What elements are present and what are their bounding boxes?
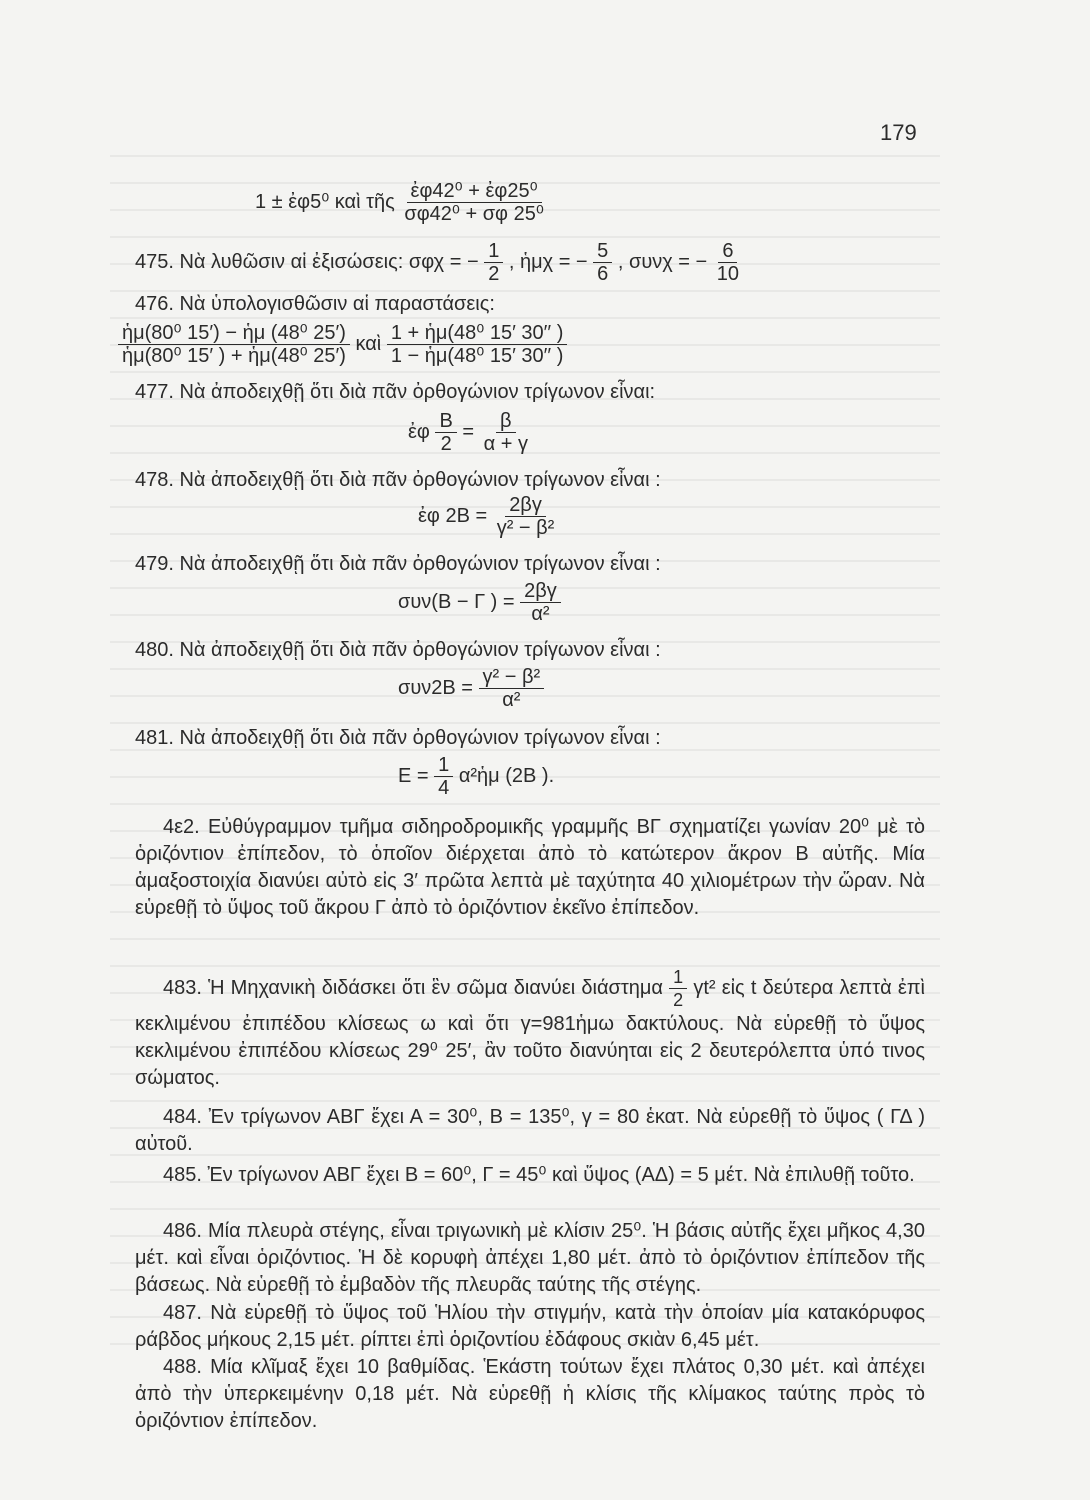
exercise-486: 486. Μία πλευρὰ στέγης, εἶναι τριγωνικὴ μὲ κλίσιν 25⁰. Ἡ βάσις αὐτῆς ἔχει μῆκος 4,30 μέτ. καὶ εἶναι ὁριζόντιος. Ἡ δὲ κορυφὴ ἀπέχει 1,80 μέτ. ἀπὸ τὸ ὁριζόντιον ἐπίπεδον τῆς βάσεως. Νὰ εὑρεθῇ τὸ ἐμβαδὸν τῆς πλευρᾶς ταύτης τῆς στέγης. (135, 1220, 925, 1296)
fraction: $\frac{\text{ἐφ42⁰ + ἐφ25⁰}}{\text{σφ42⁰ + σφ 25⁰}}$ (404, 180, 544, 225)
exercise-478-formula: ἐφ 2B = $\frac{2\beta\gamma}{\text{γ² − β²}}$ (418, 494, 555, 539)
exercise-488: 488. Μία κλῖμαξ ἔχει 10 βαθμίδας. Ἑκάστη τούτων ἔχει πλάτος 0,30 μέτ. καὶ ἀπέχει ἀπὸ τὴν ὑπερκειμένην 0,18 μέτ. Νὰ εὑρεθῇ ἡ κλίσις τῆς κλίμακος ταύτης πρὸς τὸ ὁριζόντιον ἐπίπεδον. (135, 1356, 925, 1432)
exercise-483: 483. Ἡ Μηχανικὴ διδάσκει ὅτι ἓν σῶμα διανύει διάστημα $\frac{1}{2}$ γt² εἰς t δεύτερα λεπτὰ ἐπὶ κεκλιμένου ἐπιπέδου κλίσεως ω καὶ ὅτι γ=981ἡμω δακτύλους. Νὰ εὑρεθῇ τὸ ὕψος κεκλιμένου ἐπιπέδου κλίσεως 29⁰ 25′, ἂν τοῦτο διανύηται εἰς 2 δευτερόλεπτα ὑπό τινος σώματος. (135, 967, 925, 1089)
exercise-475: 475. Νὰ λυθῶσιν αἱ ἐξισώσεις: σφχ = − $\frac{1}{2}$ , ἡμχ = − $\frac{5}{6}$ , συνχ = − $\frac{6}{10}$ (135, 240, 740, 285)
exercise-476-formulas: $\frac{\text{ἡμ(80⁰ 15′) − ἡμ (48⁰ 25′)}}{\text{ἡμ(80⁰ 15′ ) + ἡμ(48⁰ 25′)}}$ καὶ $\frac{\text{1 + ἡμ(48⁰ 15′ 30′′ )}}{\text{1 − ἡμ(48⁰ 15′ 30′′ )}}$ (118, 322, 567, 367)
exercise-487: 487. Νὰ εὑρεθῇ τὸ ὕψος τοῦ Ἡλίου τὴν στιγμήν, κατὰ τὴν ὁποίαν μία κατακόρυφος ράβδος μήκους 2,15 μέτ. ρίπτει ἐπὶ ὁριζοντίου ἐδάφους σκιὰν 6,45 μέτ. (135, 1302, 925, 1351)
formula-line-1 (255, 180, 548, 225)
exercise-481: 481. Νὰ ἀποδειχθῇ ὅτι διὰ πᾶν ὀρθογώνιον τρίγωνον εἶναι : (135, 727, 661, 749)
exercise-478: 478. Νὰ ἀποδειχθῇ ὅτι διὰ πᾶν ὀρθογώνιον τρίγωνον εἶναι : (135, 469, 661, 491)
formula-text: 1 ± ἐφ5⁰ καὶ τῆς (255, 190, 395, 213)
exercise-477: 477. Νὰ ἀποδειχθῇ ὅτι διὰ πᾶν ὀρθογώνιον τρίγωνον εἶναι: (135, 381, 656, 403)
exercise-479: 479. Νὰ ἀποδειχθῇ ὅτι διὰ πᾶν ὀρθογώνιον τρίγωνον εἶναι : (135, 553, 661, 575)
exercise-482: 4ε2. Εὐθύγραμμον τμῆμα σιδηροδρομικῆς γραμμῆς ΒΓ σχηματίζει γωνίαν 20⁰ μὲ τὸ ὁριζόντιον ἐπίπεδον, τὸ ὁποῖον διέρχεται ἀπὸ τὸ κατώτερον ἄκρον Β αὐτῆς. Μία ἁμαξοστοιχία διανύει αὐτὸ εἰς 3′ πρῶτα λεπτὰ μὲ ταχύτητα 40 χιλιομέτρων τὴν ὥραν. Νὰ εὑρεθῇ τὸ ὕψος τοῦ ἄκρου Γ ἀπὸ τὸ ὁριζόντιον ἐκεῖνο ἐπίπεδον. (135, 816, 925, 919)
exercise-481-formula: E = $\frac{1}{4}$ α²ἡμ (2B ). (398, 754, 555, 799)
exercise-476: 476. Νὰ ὑπολογισθῶσιν αἱ παραστάσεις: (135, 293, 495, 315)
exercise-477-formula: ἐφ $\frac{B}{2}$ = $\frac{\beta}{\alpha + \gamma}$ (408, 410, 528, 455)
exercise-479-formula: συν(B − Γ ) = $\frac{2\beta\gamma}{\text{α²}}$ (398, 580, 561, 625)
exercise-480: 480. Νὰ ἀποδειχθῇ ὅτι διὰ πᾶν ὀρθογώνιον τρίγωνον εἶναι : (135, 639, 661, 661)
exercise-485: 485. Ἐν τρίγωνον ΑΒΓ ἔχει Β = 60⁰, Γ = 45⁰ καὶ ὕψος (ΑΔ) = 5 μέτ. Νὰ ἐπιλυθῇ τοῦτο. (163, 1164, 915, 1186)
exercise-480-formula: συν2B = $\frac{\text{γ² − β²}}{\text{α²}}$ (398, 666, 544, 711)
exercise-484: 484. Ἐν τρίγωνον ΑΒΓ ἔχει Α = 30⁰, Β = 135⁰, γ = 80 ἑκατ. Νὰ εὑρεθῇ τὸ ὕψος ( ΓΔ ) αὐτοῦ. (135, 1106, 925, 1155)
page-number: 179 (880, 120, 917, 145)
